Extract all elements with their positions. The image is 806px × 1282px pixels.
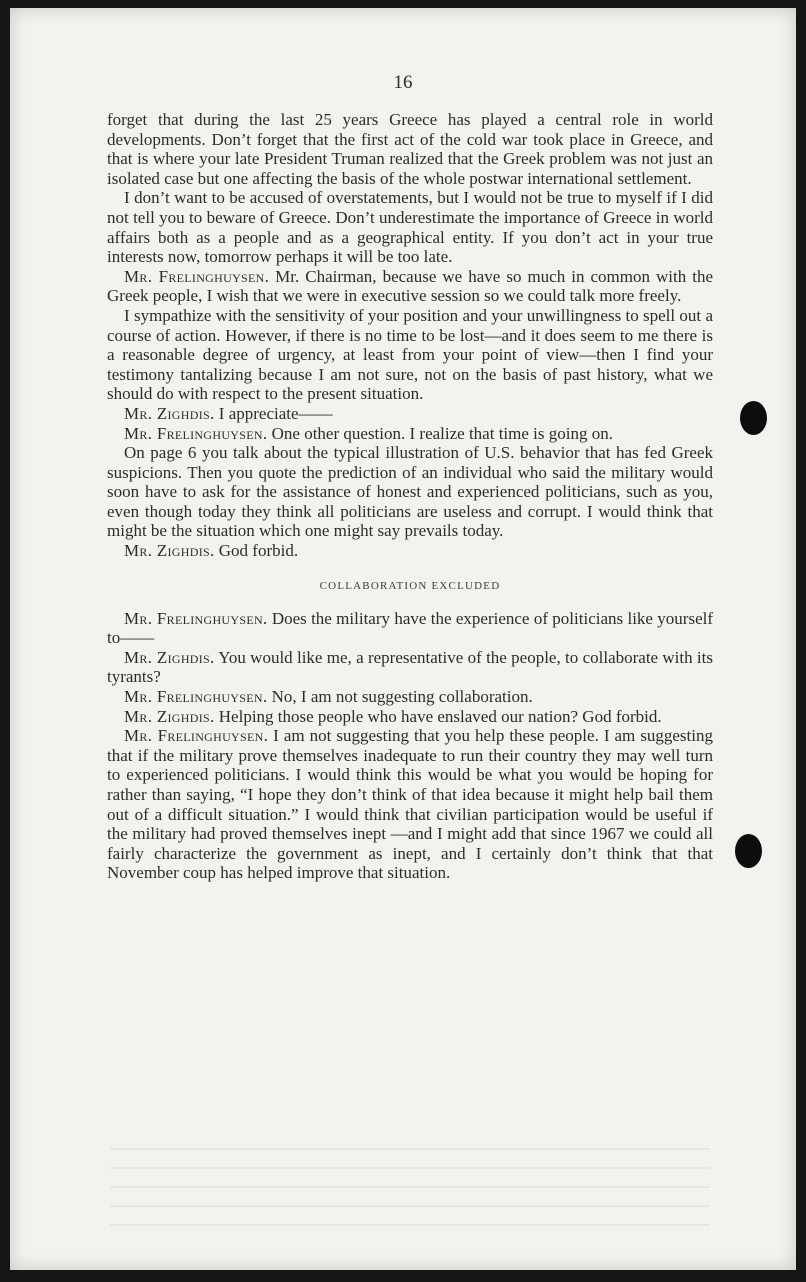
paragraph-5 xyxy=(107,404,713,424)
document-body xyxy=(107,110,713,883)
speaker-name: Mr. Zighdis. xyxy=(124,403,215,423)
paragraph-text: No, I am not suggesting collaboration. xyxy=(271,687,533,707)
paragraph-2 xyxy=(107,188,713,266)
paragraph-text: God forbid. xyxy=(218,541,299,561)
paragraph-1 xyxy=(107,110,713,188)
paragraph-text: I don’t want to be accused of overstatements, but I would not be true to myself if I did not tell you to beware of Greece. Don’t underestimate the importance of Greece in world affairs both as a people and as a geographical entity. If you don’t act in your true interests now, tomorrow perhaps it will be too late. xyxy=(107,188,713,267)
paragraph-text: One other question. I realize that time is going on. xyxy=(271,423,613,443)
paragraph-text: forget that during the last 25 years Greece has played a central role in world developments. Don’t forget that the first act of the cold war took place in Greece, and that is where your late President Truman realized that the Greek problem was not just an isolated case but one affecting the basis of the whole postwar international settlement. xyxy=(107,110,713,188)
paragraph-text: Mr. Chairman, because we have so much in common with the Greek people, I wish that we were in executive session so we could talk more freely. xyxy=(107,266,713,306)
paragraph-8 xyxy=(107,541,713,561)
paragraph-12 xyxy=(107,707,713,727)
speaker-name: Mr. Frelinghuysen. xyxy=(124,726,269,746)
paragraph-text: I appreciate—— xyxy=(218,403,333,423)
paragraph-3 xyxy=(107,267,713,306)
paragraph-text: I sympathize with the sensitivity of your position and your unwillingness to spell out a course of action. However, if there is no time to be lost—and it does seem to me there is a reasonable degree of urgency, at least from your point of view—then I find your testimony tantalizing because I am not sure, not on the basis of past history, what we should do with respect to the present situation. xyxy=(107,305,713,404)
speaker-name: Mr. Frelinghuysen. xyxy=(124,687,268,707)
paragraph-text: I am not suggesting that you help these people. I am suggesting that if the military prove themselves inadequate to run their country they may well turn to experienced politicians. I would think this would be what you would be hoping for rather than saying, “I hope they don’t think of that idea because it might help bail them out of a difficult situation.” I would think that civilian participation would be useful if the military had proved themselves inept —and I might add that since 1967 we could all fairly characterize the government as inept, and I certainly don’t think that that November coup has helped improve that situation. xyxy=(107,726,713,883)
section-heading: COLLABORATION EXCLUDED xyxy=(319,579,501,592)
page-number: 16 xyxy=(393,72,413,93)
speaker-name: Mr. Zighdis. xyxy=(124,541,215,561)
show-through-texture xyxy=(110,1148,710,1228)
paragraph-6 xyxy=(107,424,713,444)
speaker-name: Mr. Zighdis. xyxy=(124,706,215,726)
speaker-name: Mr. Zighdis. xyxy=(124,647,215,667)
paragraph-7 xyxy=(107,443,713,541)
binder-hole-icon xyxy=(740,401,767,435)
speaker-name: Mr. Frelinghuysen. xyxy=(124,423,268,443)
speaker-name: Mr. Frelinghuysen. xyxy=(124,608,268,628)
scanned-page xyxy=(10,8,796,1270)
paragraph-13 xyxy=(107,726,713,883)
paragraph-9 xyxy=(107,609,713,648)
paragraph-text: Helping those people who have enslaved our nation? God forbid. xyxy=(218,706,662,726)
paragraph-text: You would like me, a representative of the people, to collaborate with its tyrants? xyxy=(107,647,713,687)
paragraph-text: Does the military have the experience of politicians like yourself to—— xyxy=(107,608,713,648)
paragraph-11 xyxy=(107,687,713,707)
paragraph-10 xyxy=(107,648,713,687)
speaker-name: Mr. Frelinghuysen. xyxy=(124,266,270,286)
paragraph-text: On page 6 you talk about the typical illustration of U.S. behavior that has fed Greek suspicions. Then you quote the prediction of an individual who said the military would soon have to ask for the assistance of honest and experienced politicians, such as you, even though today they think all politicians are useless and corrupt. I would think that might be the situation which one might say prevails today. xyxy=(107,443,713,541)
paragraph-4 xyxy=(107,306,713,404)
binder-hole-icon xyxy=(735,834,762,868)
